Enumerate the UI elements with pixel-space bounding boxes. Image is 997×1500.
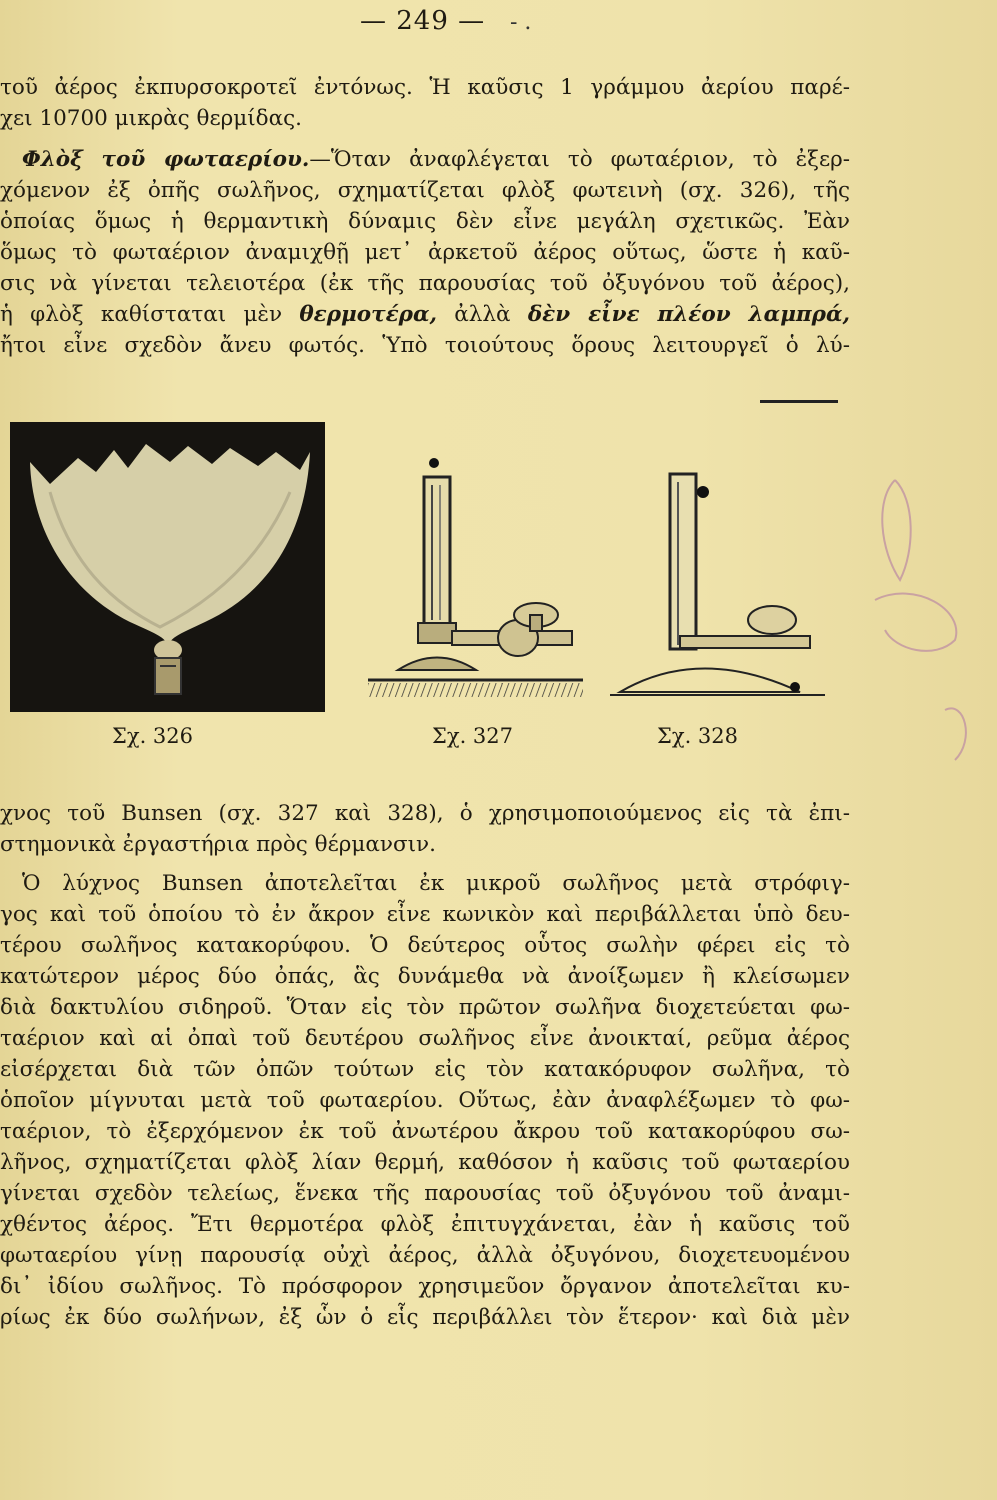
text-line: λῆνος, σχηματίζεται φλὸξ λίαν θερμή, καθόσον ἡ καῦσις τοῦ φωταερίου bbox=[0, 1150, 850, 1175]
text-fragment: ἀλλὰ bbox=[436, 302, 528, 327]
text-line: φωταερίου γίνῃ παρουσίᾳ οὐχὶ ἀέρος, ἀλλὰ ὀξυγόνου, διοχετευομένου bbox=[0, 1243, 850, 1268]
caption-327: Σχ. 327 bbox=[432, 724, 514, 748]
paragraph-bunsen-intro bbox=[0, 798, 850, 860]
text-line: εἰσέρχεται διὰ τῶν ὀπῶν τούτων εἰς τὸν κατακόρυφον σωλῆνα, τὸ bbox=[0, 1057, 850, 1082]
figure-326-flame bbox=[10, 422, 325, 712]
text-line: διὰ δακτυλίου σιδηροῦ. Ὅταν εἰς τὸν πρῶτον σωλῆνα διοχετεύεται φω- bbox=[0, 995, 850, 1020]
text-line: χνος τοῦ Bunsen (σχ. 327 καὶ 328), ὁ χρησιμοποιούμενος εἰς τὰ ἐπι- bbox=[0, 801, 850, 826]
text-line: τέρου σωλῆνος κατακορύφου. Ὁ δεύτερος οὗτος σωλὴν φέρει εἰς τὸ bbox=[0, 933, 850, 958]
page-number: — 249 — bbox=[360, 6, 486, 36]
text-line: σις νὰ γίνεται τελειοτέρα (ἐκ τῆς παρουσίας τοῦ ὀξυγόνου τοῦ ἀέρος), bbox=[0, 271, 850, 296]
text-line: τοῦ ἀέρος ἐκπυρσοκροτεῖ ἐντόνως. Ἡ καῦσις 1 γράμμου ἀερίου παρέ- bbox=[0, 75, 850, 100]
emphasis-hotter: θερμοτέρα, bbox=[299, 302, 437, 327]
text-line: στημονικὰ ἐργαστήρια πρὸς θέρμανσιν. bbox=[0, 832, 436, 857]
section-heading: Φλὸξ τοῦ φωταερίου. bbox=[22, 147, 310, 172]
text-line: ρίως ἐκ δύο σωλήνων, ἐξ ὧν ὁ εἷς περιβάλλει τὸν ἕτερον· καὶ διὰ μὲν bbox=[0, 1305, 850, 1330]
text-line: χει 10700 μικρὰς θερμίδας. bbox=[0, 106, 302, 131]
paragraph-intro bbox=[0, 72, 850, 134]
text-line: χόμενον ἐξ ὀπῆς σωλῆνος, σχηματίζεται φλὸξ φωτεινὴ (σχ. 326), τῆς bbox=[0, 178, 850, 203]
emphasis-not-bright: δὲν εἶνε πλέον λαμπρά, bbox=[527, 302, 850, 327]
caption-328: Σχ. 328 bbox=[657, 724, 739, 748]
text-line: γος καὶ τοῦ ὁποίου τὸ ἐν ἄκρον εἶνε κωνικὸν καὶ περιβάλλεται ὑπὸ δευ- bbox=[0, 902, 850, 927]
paragraph-bunsen-description bbox=[0, 868, 850, 1333]
text-fragment: ἡ φλὸξ καθίσταται μὲν bbox=[0, 302, 300, 327]
short-rule bbox=[760, 400, 838, 403]
text-line: ταέριον καὶ αἱ ὀπαὶ τοῦ δευτέρου σωλῆνος εἶνε ἀνοικταί, ρεῦμα ἀέρος bbox=[0, 1026, 850, 1051]
text-line: ταέριον, τὸ ἐξερχόμενον ἐκ τοῦ ἀνωτέρου ἄκρου τοῦ κατακορύφου σω- bbox=[0, 1119, 850, 1144]
text-line: ἤτοι εἶνε σχεδὸν ἄνευ φωτός. Ὑπὸ τοιούτους ὅρους λειτουργεῖ ὁ λύ- bbox=[0, 333, 850, 358]
text-line bbox=[0, 144, 850, 175]
text-fragment: —Ὅταν ἀναφλέγεται τὸ φωταέριον, τὸ ἐξερ- bbox=[309, 147, 850, 172]
text-line: ὁποίας ὅμως ἡ θερμαντικὴ δύναμις δὲν εἶνε μεγάλη σχετικῶς. Ἐὰν bbox=[0, 209, 850, 234]
text-line: ὁποῖον μίγνυται μετὰ τοῦ φωταερίου. Οὕτως, ἐὰν ἀναφλέξωμεν τὸ φω- bbox=[0, 1088, 850, 1113]
caption-326: Σχ. 326 bbox=[112, 724, 194, 748]
pencil-sketch-marks bbox=[855, 460, 985, 780]
text-line: γίνεται σχεδὸν τελείως, ἕνεκα τῆς παρουσίας τοῦ ὀξυγόνου τοῦ ἀναμι- bbox=[0, 1181, 850, 1206]
paragraph-gas-flame bbox=[0, 144, 850, 361]
figure-327-bunsen-burner bbox=[368, 455, 593, 710]
figure-328-bunsen-burner bbox=[600, 460, 840, 710]
text-line bbox=[0, 299, 850, 330]
text-line: Ὁ λύχνος Bunsen ἀποτελεῖται ἐκ μικροῦ σωλῆνος μετὰ στρόφιγ- bbox=[22, 871, 850, 896]
text-line: κατώτερον μέρος δύο ὀπάς, ἃς δυνάμεθα νὰ ἀνοίξωμεν ἢ κλείσωμεν bbox=[0, 964, 850, 989]
text-line: δι᾽ ἰδίου σωλῆνος. Τὸ πρόσφορον χρησιμεῦον ὄργανον ἀποτελεῖται κυ- bbox=[0, 1274, 850, 1299]
header-marks: - . bbox=[510, 10, 532, 35]
text-line: χθέντος ἀέρος. Ἔτι θερμοτέρα φλὸξ ἐπιτυγχάνεται, ἐὰν ἡ καῦσις τοῦ bbox=[0, 1212, 850, 1237]
text-line: ὅμως τὸ φωταέριον ἀναμιχθῇ μετ᾽ ἀρκετοῦ ἀέρος οὕτως, ὥστε ἡ καῦ- bbox=[0, 240, 850, 265]
